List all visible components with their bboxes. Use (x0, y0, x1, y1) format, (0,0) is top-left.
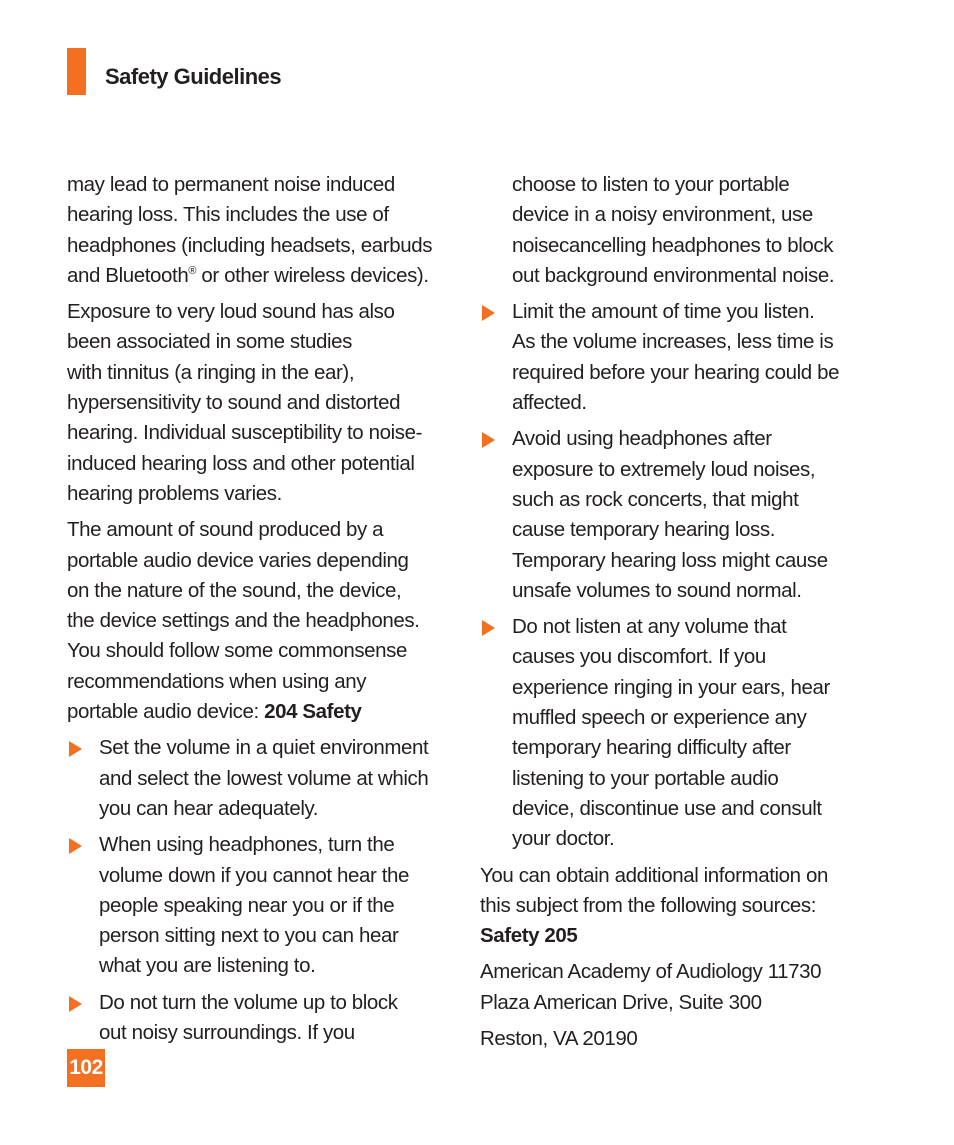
text-line: required before your hearing could be (512, 360, 840, 384)
text-line: cause temporary hearing loss. (512, 518, 776, 542)
text-line: device in a noisy environment, use (512, 203, 813, 227)
page-title: Safety Guidelines (105, 64, 282, 89)
text-line: what you are listening to. (99, 954, 316, 978)
text-line: experience ringing in your ears, hear (512, 675, 830, 699)
text-line: As the volume increases, less time is (512, 330, 834, 354)
text-line: or other wireless devices). (196, 263, 429, 287)
page-number: 102 (67, 1049, 105, 1087)
address-line: Reston, VA 20190 (480, 1027, 638, 1051)
text-line: muffled speech or experience any (512, 706, 807, 730)
section-reference: Safety 205 (480, 924, 578, 948)
section-reference: 204 Safety (264, 700, 362, 724)
text-line: Exposure to very loud sound has also (67, 300, 395, 324)
text-line: this subject from the following sources: (480, 893, 817, 917)
text-line: choose to listen to your portable (512, 173, 790, 196)
text-line: listening to your portable audio (512, 766, 779, 790)
header-accent-bar (67, 48, 86, 95)
text-line: Do not turn the volume up to block (99, 990, 398, 1014)
text-line: hypersensitivity to sound and distorted (67, 391, 401, 415)
triangle-bullet-icon (482, 432, 495, 448)
text-line: your doctor. (512, 827, 615, 851)
left-column (67, 170, 447, 1054)
text-line: portable audio device: (67, 700, 265, 724)
paragraph-hearing-loss (67, 170, 447, 291)
text-line: headphones (including headsets, earbuds (67, 233, 433, 257)
registered-mark: ® (188, 265, 197, 278)
address-city (480, 1024, 860, 1054)
text-line: out background environmental noise. (512, 263, 835, 287)
text-line: exposure to extremely loud noises, (512, 457, 816, 481)
paragraph-sources (480, 861, 860, 952)
text-line: may lead to permanent noise induced (67, 173, 395, 196)
address-line: American Academy of Audiology 11730 (480, 960, 822, 984)
text-line: induced hearing loss and other potential (67, 451, 415, 475)
text-line: been associated in some studies (67, 330, 353, 354)
text-line: recommendations when using any (67, 669, 367, 693)
triangle-bullet-icon (69, 996, 82, 1012)
bullet-item-loud-noises (480, 424, 860, 606)
text-line: people speaking near you or if the (99, 893, 395, 917)
text-line: unsafe volumes to sound normal. (512, 578, 802, 602)
text-line: you can hear adequately. (99, 796, 319, 820)
text-line: When using headphones, turn the (99, 833, 395, 857)
text-line: hearing. Individual susceptibility to noise- (67, 421, 423, 445)
bullet-item-discomfort (480, 612, 860, 854)
text-line: device, discontinue use and consult (512, 796, 822, 820)
text-line: Do not listen at any volume that (512, 615, 787, 639)
text-line: and select the lowest volume at which (99, 766, 429, 790)
text-line: causes you discomfort. If you (512, 645, 766, 669)
text-line: noisecancelling headphones to block (512, 233, 834, 257)
triangle-bullet-icon (482, 620, 495, 636)
text-line: Limit the amount of time you listen. (512, 300, 815, 324)
text-line: You should follow some commonsense (67, 639, 408, 663)
text-line: Set the volume in a quiet environment (99, 736, 429, 760)
text-line: portable audio device varies depending (67, 548, 409, 572)
text-line: hearing loss. This includes the use of (67, 203, 389, 227)
text-line: such as rock concerts, that might (512, 487, 799, 511)
address-block (480, 957, 860, 1018)
text-line: person sitting next to you can hear (99, 924, 399, 948)
address-line: Plaza American Drive, Suite 300 (480, 990, 762, 1014)
text-line: the device settings and the headphones. (67, 609, 420, 633)
text-line: with tinnitus (a ringing in the ear), (67, 360, 355, 384)
text-line: You can obtain additional information on (480, 863, 828, 887)
paragraph-exposure (67, 297, 447, 509)
text-line: The amount of sound produced by a (67, 518, 384, 542)
text-line: on the nature of the sound, the device, (67, 578, 402, 602)
text-line: affected. (512, 391, 587, 415)
triangle-bullet-icon (69, 838, 82, 854)
bullet-item-headphones (67, 830, 447, 981)
text-line: hearing problems varies. (67, 481, 282, 505)
text-line: Temporary hearing loss might cause (512, 548, 828, 572)
bullet-item-quiet-volume (67, 733, 447, 824)
triangle-bullet-icon (69, 741, 82, 757)
bullet-continuation (480, 170, 860, 291)
text-line: Avoid using headphones after (512, 427, 772, 451)
triangle-bullet-icon (482, 305, 495, 321)
text-line: out noisy surroundings. If you (99, 1021, 355, 1045)
text-line: temporary hearing difficulty after (512, 736, 791, 760)
paragraph-sound-amount (67, 515, 447, 727)
right-column (480, 170, 860, 1060)
text-line: volume down if you cannot hear the (99, 863, 410, 887)
bullet-item-noisy-surroundings (67, 988, 447, 1049)
bullet-item-limit-time (480, 297, 860, 418)
text-line: and Bluetooth (67, 263, 189, 287)
